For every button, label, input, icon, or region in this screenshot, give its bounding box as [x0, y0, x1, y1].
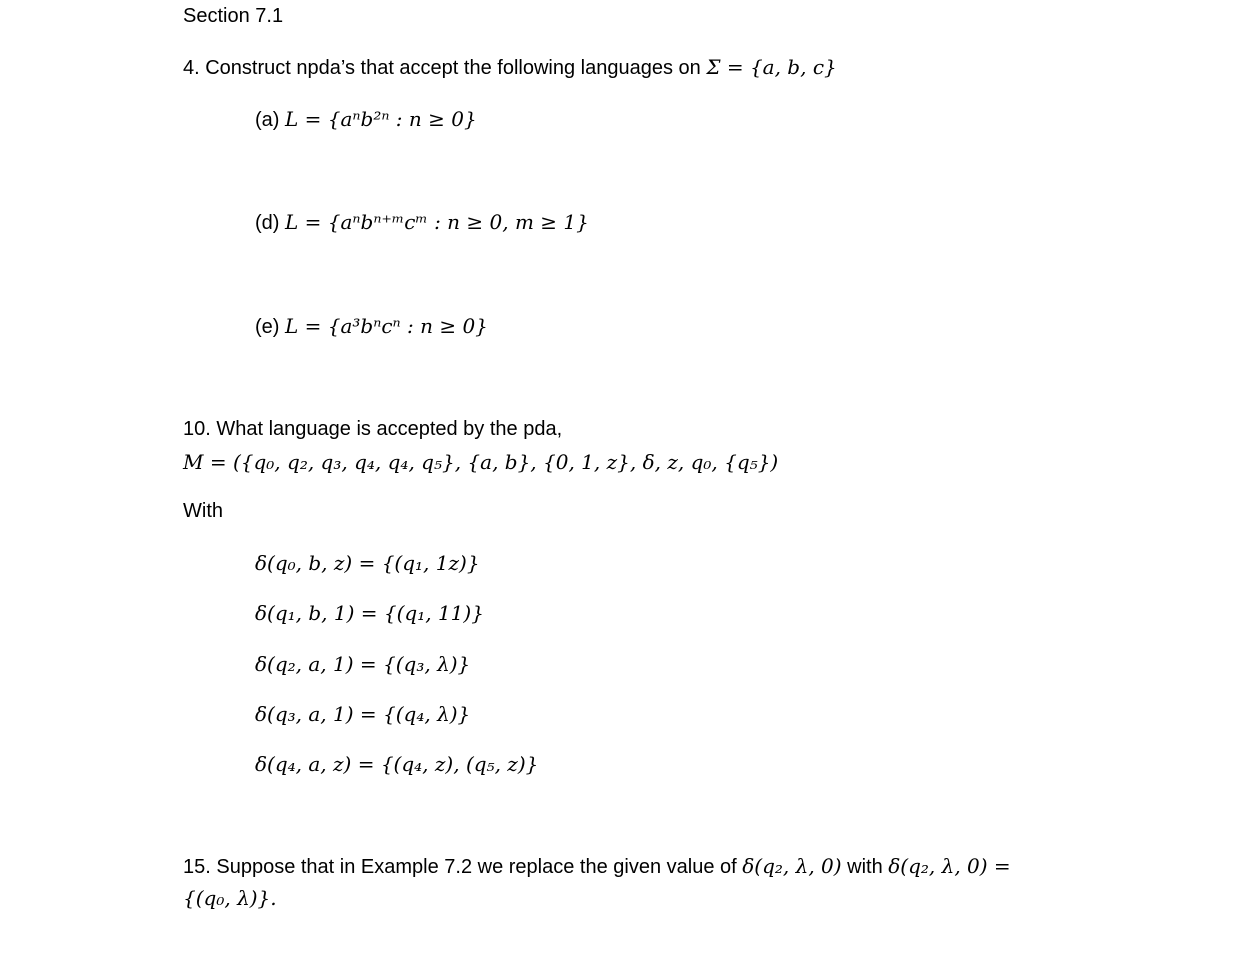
- transition-3: δ(q₂, a, 1) = {(q₃, λ)}: [255, 652, 471, 676]
- problem-15-text-b: with: [847, 856, 883, 878]
- problem-4-heading: [183, 54, 837, 81]
- language-expression: L = {a³bⁿcⁿ : n ≥ 0}: [285, 314, 488, 338]
- problem-15-expr-b: δ(q₂, λ, 0) =: [888, 854, 1011, 878]
- section-title: Section 7.1: [183, 5, 284, 27]
- transition-4: δ(q₃, a, 1) = {(q₄, λ)}: [255, 702, 471, 726]
- problem-10-intro: 10. What language is accepted by the pda,: [183, 418, 563, 440]
- problem-10-machine: M = ({q₀, q₂, q₃, q₄, q₄, q₅}, {a, b}, {0, 1, z}, δ, z, q₀, {q₅}): [183, 450, 779, 474]
- problem-15-line-2: {(q₀, λ)}.: [183, 886, 277, 910]
- problem-10-with-label: With: [183, 500, 223, 522]
- problem-4-part-e: [255, 313, 488, 340]
- problem-4-part-d: [255, 209, 589, 236]
- problem-15-text-a: 15. Suppose that in Example 7.2 we replace the given value of: [183, 856, 737, 878]
- part-label: (a): [255, 109, 280, 131]
- problem-4-alphabet: Σ = {a, b, c}: [706, 55, 837, 79]
- language-expression: L = {aⁿb²ⁿ : n ≥ 0}: [285, 107, 477, 131]
- problem-15-line-1: [183, 853, 1011, 880]
- transition-1: δ(q₀, b, z) = {(q₁, 1z)}: [255, 551, 480, 575]
- part-label: (d): [255, 212, 280, 234]
- transition-5: δ(q₄, a, z) = {(q₄, z), (q₅, z)}: [255, 752, 539, 776]
- problem-4-intro: 4. Construct npda’s that accept the following languages on: [183, 57, 701, 79]
- language-expression: L = {aⁿbⁿ⁺ᵐcᵐ : n ≥ 0, m ≥ 1}: [285, 210, 589, 234]
- problem-4-part-a: [255, 106, 477, 133]
- transition-2: δ(q₁, b, 1) = {(q₁, 11)}: [255, 601, 484, 625]
- part-label: (e): [255, 316, 280, 338]
- problem-15-expr-a: δ(q₂, λ, 0): [742, 854, 842, 878]
